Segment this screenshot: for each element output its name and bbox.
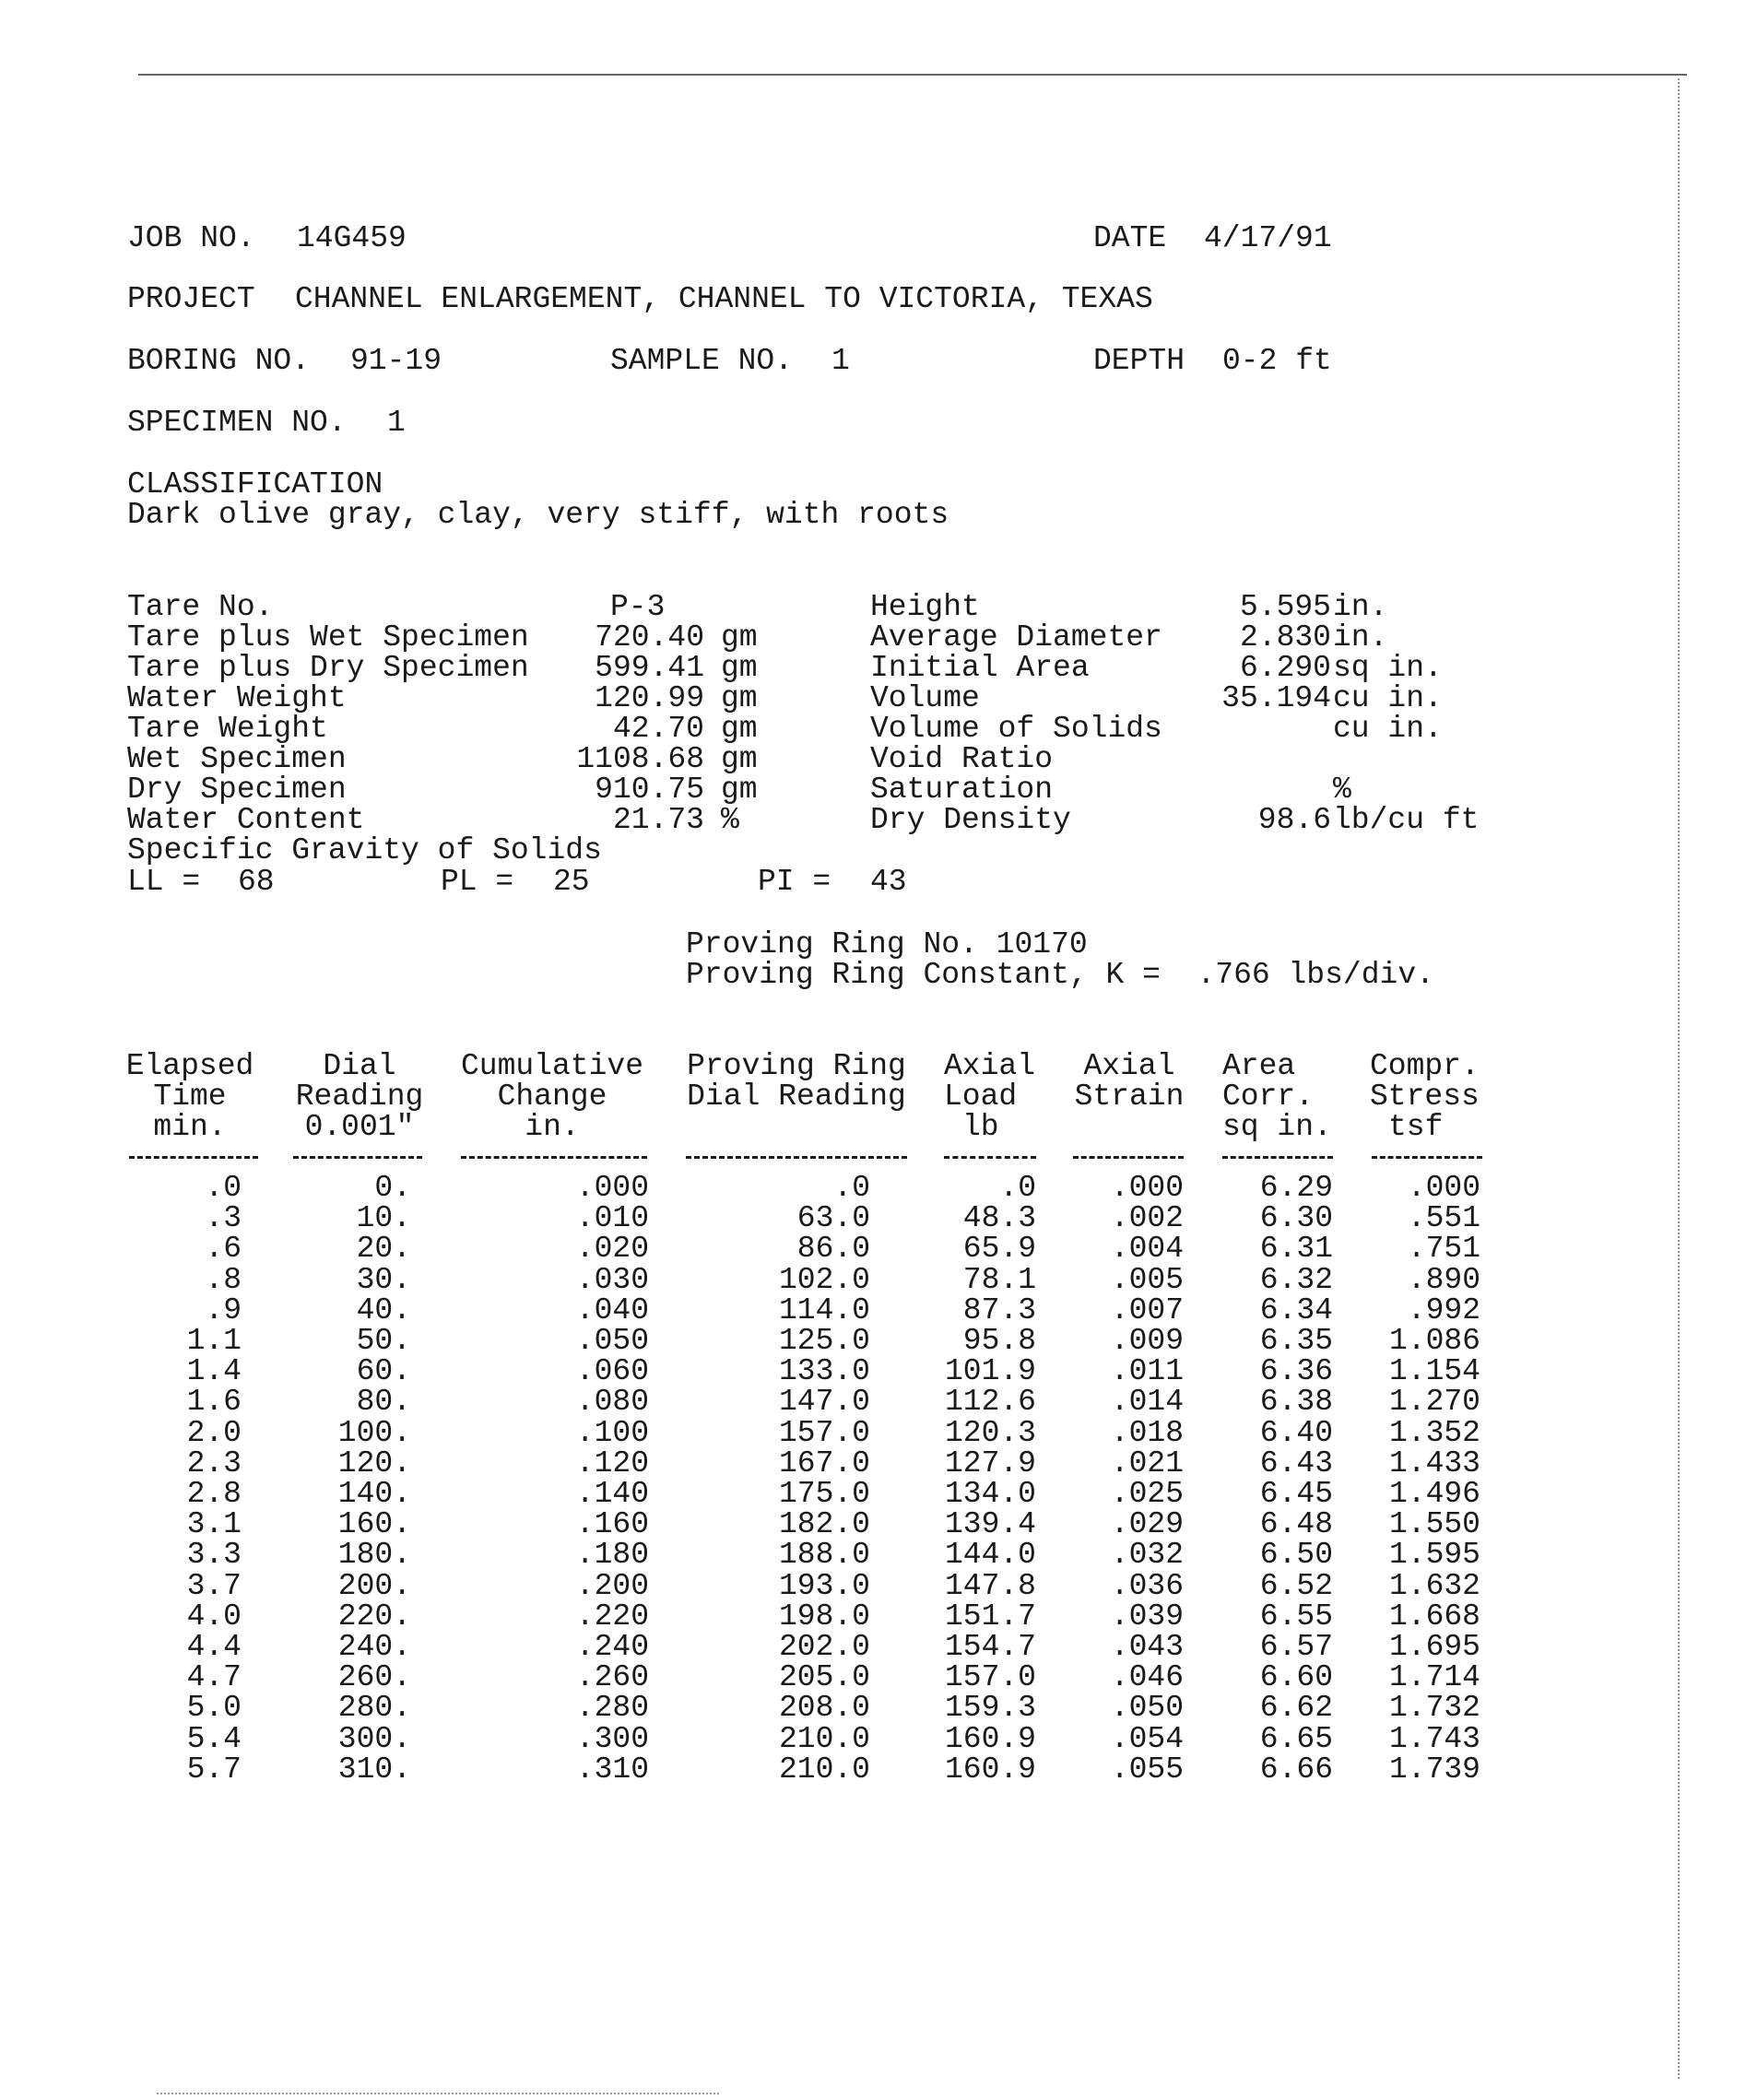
table-cell: .6	[205, 1232, 242, 1267]
table-cell: 86.0	[796, 1232, 870, 1267]
prop-label: Height	[870, 590, 980, 624]
table-cell: .8	[205, 1262, 242, 1297]
prop-label: Tare No.	[127, 590, 274, 624]
table-cell: .055	[1110, 1752, 1184, 1787]
table-row	[0, 1233, 1757, 1265]
table-cell: 1.270	[1388, 1385, 1480, 1420]
classification-value: Dark olive gray, clay, very stiff, with roots	[127, 498, 949, 532]
table-cell: 1.595	[1388, 1538, 1480, 1573]
table-cell: 40.	[356, 1292, 411, 1327]
table-cell: 4.4	[186, 1630, 242, 1664]
prop-label: Tare Weight	[127, 712, 328, 746]
table-cell: .029	[1110, 1507, 1184, 1542]
prop-value: 2.830	[1239, 620, 1331, 655]
table-cell: .011	[1110, 1354, 1184, 1389]
table-cell: 1.632	[1388, 1568, 1480, 1603]
table-cell: 1.154	[1388, 1354, 1480, 1389]
prop-label: Dry Specimen	[127, 773, 347, 807]
table-cell: 6.48	[1259, 1507, 1333, 1542]
project-label: PROJECT	[127, 282, 255, 316]
scan-border-bottom	[157, 2093, 719, 2094]
table-cell: 0.	[374, 1171, 411, 1205]
table-cell: 1.668	[1388, 1599, 1480, 1634]
scan-border-top	[138, 74, 1687, 76]
proving-ring-number: Proving Ring No. 10170	[686, 927, 1088, 962]
prop-value: P-3	[610, 590, 666, 624]
table-cell: 5.4	[186, 1721, 242, 1756]
depth-label: DEPTH	[1093, 344, 1185, 378]
table-cell: 140.	[337, 1477, 411, 1511]
sample-value: 1	[831, 344, 850, 378]
table-cell: 133.0	[778, 1354, 870, 1389]
table-cell: .005	[1110, 1262, 1184, 1297]
table-cell: 78.1	[962, 1262, 1036, 1297]
table-cell: 260.	[337, 1660, 411, 1695]
table-cell: 2.0	[186, 1415, 242, 1450]
header-cell: lb	[962, 1110, 999, 1144]
table-row	[0, 1509, 1757, 1540]
prop-label: Initial Area	[870, 651, 1090, 685]
header-cell: Elapsed	[125, 1049, 254, 1083]
table-cell: 6.32	[1259, 1262, 1333, 1297]
table-cell: .000	[1110, 1171, 1184, 1205]
prop-label: Saturation	[870, 773, 1054, 807]
table-cell: .9	[205, 1292, 242, 1327]
table-cell: .020	[575, 1232, 649, 1267]
prop-label: Specific Gravity of Solids	[127, 833, 602, 867]
header-cell: Proving Ring	[687, 1049, 906, 1083]
specimen-label: SPECIMEN NO.	[127, 406, 347, 440]
table-cell: 1.6	[186, 1385, 242, 1420]
table-cell: 193.0	[778, 1568, 870, 1603]
header-cell: Strain	[1074, 1079, 1185, 1114]
table-row	[0, 1356, 1757, 1387]
table-cell: 6.50	[1259, 1538, 1333, 1573]
table-cell: 60.	[356, 1354, 411, 1389]
prop-unit: sq in.	[1333, 651, 1443, 685]
table-row	[0, 1173, 1757, 1204]
table-cell: .260	[575, 1660, 649, 1695]
prop-label: Dry Density	[870, 803, 1071, 837]
table-cell: 80.	[356, 1385, 411, 1420]
table-cell: 180.	[337, 1538, 411, 1573]
job-value: 14G459	[297, 221, 407, 255]
table-cell: 87.3	[962, 1292, 1036, 1327]
table-cell: .0	[999, 1171, 1036, 1205]
table-cell: .100	[575, 1415, 649, 1450]
table-cell: 139.4	[944, 1507, 1036, 1542]
prop-unit: %	[1333, 773, 1351, 807]
prop-unit: in.	[1333, 620, 1388, 655]
prop-label: Volume of Solids	[870, 712, 1162, 746]
table-cell: .000	[575, 1171, 649, 1205]
table-row	[0, 1203, 1757, 1234]
table-cell: 160.	[337, 1507, 411, 1542]
prop-unit: lb/cu ft	[1333, 803, 1480, 837]
table-cell: .046	[1110, 1660, 1184, 1695]
table-cell: .060	[575, 1354, 649, 1389]
table-cell: .030	[575, 1262, 649, 1297]
prop-value: 720.40	[595, 620, 704, 655]
table-cell: .054	[1110, 1721, 1184, 1756]
table-cell: 1.352	[1388, 1415, 1480, 1450]
ll-label: LL =	[127, 865, 201, 899]
table-row	[0, 1386, 1757, 1418]
prop-unit: %	[721, 803, 739, 837]
table-cell: 310.	[337, 1752, 411, 1787]
header-cell: Axial	[944, 1049, 1036, 1083]
header-cell: Compr.	[1370, 1049, 1480, 1083]
prop-value: 35.194	[1221, 681, 1331, 715]
table-cell: 240.	[337, 1630, 411, 1664]
table-cell: 120.	[337, 1445, 411, 1481]
table-cell: 160.9	[944, 1752, 1036, 1787]
table-cell: 1.433	[1388, 1445, 1480, 1481]
boring-label: BORING NO.	[127, 344, 311, 378]
header-cell: Stress	[1370, 1079, 1480, 1114]
header-rule	[1222, 1156, 1333, 1159]
table-cell: 6.62	[1259, 1691, 1333, 1726]
table-cell: 5.7	[186, 1752, 242, 1787]
table-cell: .009	[1110, 1324, 1184, 1358]
table-cell: 6.52	[1259, 1568, 1333, 1603]
table-cell: .280	[575, 1691, 649, 1726]
table-cell: 1.695	[1388, 1630, 1480, 1664]
header-cell: Dial Reading	[687, 1079, 906, 1114]
table-row	[0, 1479, 1757, 1510]
prop-value: 5.595	[1239, 590, 1331, 624]
header-cell: in.	[525, 1110, 580, 1144]
header-rule	[686, 1156, 907, 1159]
prop-value: 98.6	[1257, 803, 1331, 837]
prop-label: Void Ratio	[870, 742, 1054, 776]
table-cell: 3.3	[186, 1538, 242, 1573]
table-cell: 120.3	[944, 1415, 1036, 1450]
table-cell: 134.0	[944, 1477, 1036, 1511]
header-rule	[944, 1156, 1036, 1159]
table-cell: .039	[1110, 1599, 1184, 1634]
table-cell: 6.65	[1259, 1721, 1333, 1756]
table-cell: 125.0	[778, 1324, 870, 1358]
table-cell: 5.0	[186, 1691, 242, 1726]
table-cell: 159.3	[944, 1691, 1036, 1726]
table-cell: 63.0	[796, 1201, 870, 1236]
table-cell: .140	[575, 1477, 649, 1511]
prop-value: 21.73	[612, 803, 704, 837]
table-cell: .025	[1110, 1477, 1184, 1511]
table-cell: 6.66	[1259, 1752, 1333, 1787]
table-cell: 144.0	[944, 1538, 1036, 1573]
table-cell: 6.35	[1259, 1324, 1333, 1358]
table-cell: .000	[1407, 1171, 1480, 1205]
table-cell: 157.0	[778, 1415, 870, 1450]
header-rule	[461, 1156, 647, 1159]
prop-label: Water Weight	[127, 681, 347, 715]
table-cell: 220.	[337, 1599, 411, 1634]
table-cell: .002	[1110, 1201, 1184, 1236]
header-cell: Axial	[1083, 1049, 1175, 1083]
prop-value: 6.290	[1239, 651, 1331, 685]
table-cell: 102.0	[778, 1262, 870, 1297]
specimen-value: 1	[387, 406, 406, 440]
table-cell: .220	[575, 1599, 649, 1634]
table-cell: 188.0	[778, 1538, 870, 1573]
table-cell: 1.550	[1388, 1507, 1480, 1542]
prop-label: Volume	[870, 681, 980, 715]
table-cell: .036	[1110, 1568, 1184, 1603]
table-cell: 151.7	[944, 1599, 1036, 1634]
header-cell: min.	[153, 1110, 227, 1144]
table-cell: 210.0	[778, 1752, 870, 1787]
table-row	[0, 1292, 1757, 1327]
table-cell: .200	[575, 1568, 649, 1603]
table-cell: 300.	[337, 1721, 411, 1756]
header-cell: Load	[944, 1079, 1018, 1114]
table-cell: 6.29	[1259, 1171, 1333, 1205]
table-cell: 10.	[356, 1201, 411, 1236]
table-cell: 3.7	[186, 1568, 242, 1603]
table-cell: .120	[575, 1445, 649, 1481]
table-cell: .300	[575, 1721, 649, 1756]
table-cell: .551	[1407, 1201, 1480, 1236]
table-cell: .080	[575, 1385, 649, 1420]
table-cell: .018	[1110, 1415, 1184, 1450]
prop-unit: gm	[721, 742, 758, 776]
table-cell: .050	[1110, 1691, 1184, 1726]
table-cell: .040	[575, 1292, 649, 1327]
table-cell: 2.3	[186, 1445, 242, 1481]
ll-value: 68	[238, 865, 275, 899]
table-cell: .310	[575, 1752, 649, 1787]
table-cell: .992	[1407, 1292, 1480, 1327]
table-row	[0, 1540, 1757, 1571]
table-cell: 6.55	[1259, 1599, 1333, 1634]
prop-label: Average Diameter	[870, 620, 1162, 655]
table-cell: 1.739	[1388, 1752, 1480, 1787]
table-row	[0, 1754, 1757, 1786]
table-cell: 157.0	[944, 1660, 1036, 1695]
table-cell: 208.0	[778, 1691, 870, 1726]
date-label: DATE	[1093, 221, 1167, 255]
table-cell: 1.496	[1388, 1477, 1480, 1511]
header-rule	[1073, 1156, 1184, 1159]
prop-label: Tare plus Dry Specimen	[127, 651, 529, 685]
table-cell: 6.40	[1259, 1415, 1333, 1450]
header-rule	[293, 1156, 422, 1159]
table-cell: .014	[1110, 1385, 1184, 1420]
table-cell: 4.7	[186, 1660, 242, 1695]
boring-value: 91-19	[350, 344, 442, 378]
prop-unit: cu in.	[1333, 681, 1443, 715]
header-cell: tsf	[1388, 1110, 1444, 1144]
table-cell: 6.60	[1259, 1660, 1333, 1695]
table-cell: .890	[1407, 1262, 1480, 1297]
table-cell: .043	[1110, 1630, 1184, 1664]
table-cell: 112.6	[944, 1385, 1036, 1420]
table-cell: .240	[575, 1630, 649, 1664]
table-row	[0, 1568, 1757, 1603]
table-cell: 2.8	[186, 1477, 242, 1511]
table-cell: 114.0	[778, 1292, 870, 1327]
table-row	[0, 1601, 1757, 1633]
depth-value: 0-2 ft	[1222, 344, 1332, 378]
prop-label: Wet Specimen	[127, 742, 347, 776]
pi-value: 43	[870, 865, 907, 899]
table-row	[0, 1326, 1757, 1357]
date-value: 4/17/91	[1204, 221, 1332, 255]
header-cell: 0.001"	[304, 1110, 415, 1144]
prop-unit: gm	[721, 681, 758, 715]
table-cell: .010	[575, 1201, 649, 1236]
table-cell: 147.8	[944, 1568, 1036, 1603]
table-row	[0, 1662, 1757, 1693]
table-cell: 1.1	[186, 1324, 242, 1358]
header-cell: Change	[497, 1079, 607, 1114]
table-cell: .160	[575, 1507, 649, 1542]
table-cell: .180	[575, 1538, 649, 1573]
table-cell: .004	[1110, 1232, 1184, 1267]
table-cell: 167.0	[778, 1445, 870, 1481]
table-cell: 200.	[337, 1568, 411, 1603]
prop-value: 599.41	[595, 651, 704, 685]
table-cell: .0	[205, 1171, 242, 1205]
table-cell: 30.	[356, 1262, 411, 1297]
prop-value: 1108.68	[576, 742, 704, 776]
table-cell: 147.0	[778, 1385, 870, 1420]
table-cell: .050	[575, 1324, 649, 1358]
table-cell: .007	[1110, 1292, 1184, 1327]
table-cell: 100.	[337, 1415, 411, 1450]
table-cell: 205.0	[778, 1660, 870, 1695]
table-cell: 50.	[356, 1324, 411, 1358]
table-cell: 202.0	[778, 1630, 870, 1664]
table-cell: 4.0	[186, 1599, 242, 1634]
table-row	[0, 1415, 1757, 1450]
table-cell: 20.	[356, 1232, 411, 1267]
prop-label: Water Content	[127, 803, 365, 837]
table-cell: .0	[833, 1171, 870, 1205]
prop-value: 910.75	[595, 773, 704, 807]
prop-unit: gm	[721, 712, 758, 746]
header-cell: Area	[1222, 1049, 1296, 1083]
header-cell: Corr.	[1222, 1079, 1315, 1114]
table-cell: .032	[1110, 1538, 1184, 1573]
header-cell: Reading	[295, 1079, 424, 1114]
table-cell: 101.9	[944, 1354, 1036, 1389]
pl-value: 25	[553, 865, 590, 899]
table-cell: 154.7	[944, 1630, 1036, 1664]
table-cell: 1.732	[1388, 1691, 1480, 1726]
header-cell: Dial	[323, 1049, 396, 1083]
table-cell: 6.34	[1259, 1292, 1333, 1327]
table-cell: 6.57	[1259, 1630, 1333, 1664]
table-cell: 65.9	[962, 1232, 1036, 1267]
table-cell: 1.4	[186, 1354, 242, 1389]
table-cell: 160.9	[944, 1721, 1036, 1756]
header-rule	[129, 1156, 258, 1159]
table-cell: 210.0	[778, 1721, 870, 1756]
table-cell: 6.36	[1259, 1354, 1333, 1389]
table-cell: 1.086	[1388, 1324, 1480, 1358]
pl-label: PL =	[441, 865, 514, 899]
header-cell: sq in.	[1222, 1110, 1332, 1144]
pi-label: PI =	[758, 865, 831, 899]
sample-label: SAMPLE NO.	[610, 344, 794, 378]
table-row	[0, 1262, 1757, 1297]
table-cell: 6.45	[1259, 1477, 1333, 1511]
table-cell: 6.30	[1259, 1201, 1333, 1236]
table-cell: .3	[205, 1201, 242, 1236]
table-cell: 182.0	[778, 1507, 870, 1542]
table-cell: 175.0	[778, 1477, 870, 1511]
classification-label: CLASSIFICATION	[127, 467, 383, 501]
proving-ring-constant: Proving Ring Constant, K = .766 lbs/div.	[686, 958, 1434, 992]
table-cell: 3.1	[186, 1507, 242, 1542]
prop-unit: in.	[1333, 590, 1388, 624]
table-row	[0, 1445, 1757, 1481]
table-row	[0, 1721, 1757, 1756]
table-cell: 48.3	[962, 1201, 1036, 1236]
prop-value: 120.99	[595, 681, 704, 715]
header-cell: Cumulative	[460, 1049, 644, 1083]
prop-label: Tare plus Wet Specimen	[127, 620, 529, 655]
prop-value: 42.70	[612, 712, 704, 746]
table-cell: 6.31	[1259, 1232, 1333, 1267]
prop-unit: cu in.	[1333, 712, 1443, 746]
table-cell: 6.38	[1259, 1385, 1333, 1420]
table-cell: 1.714	[1388, 1660, 1480, 1695]
table-cell: .021	[1110, 1445, 1184, 1481]
prop-unit: gm	[721, 620, 758, 655]
header-rule	[1372, 1156, 1482, 1159]
table-row	[0, 1693, 1757, 1724]
project-value: CHANNEL ENLARGEMENT, CHANNEL TO VICTORIA, TEXAS	[295, 282, 1153, 316]
table-cell: 1.743	[1388, 1721, 1480, 1756]
job-label: JOB NO.	[127, 221, 255, 255]
table-cell: 95.8	[962, 1324, 1036, 1358]
table-cell: 280.	[337, 1691, 411, 1726]
prop-unit: gm	[721, 651, 758, 685]
prop-unit: gm	[721, 773, 758, 807]
table-cell: .751	[1407, 1232, 1480, 1267]
header-cell: Time	[153, 1079, 227, 1114]
table-cell: 198.0	[778, 1599, 870, 1634]
table-cell: 6.43	[1259, 1445, 1333, 1481]
table-cell: 127.9	[944, 1445, 1036, 1481]
table-row	[0, 1632, 1757, 1663]
